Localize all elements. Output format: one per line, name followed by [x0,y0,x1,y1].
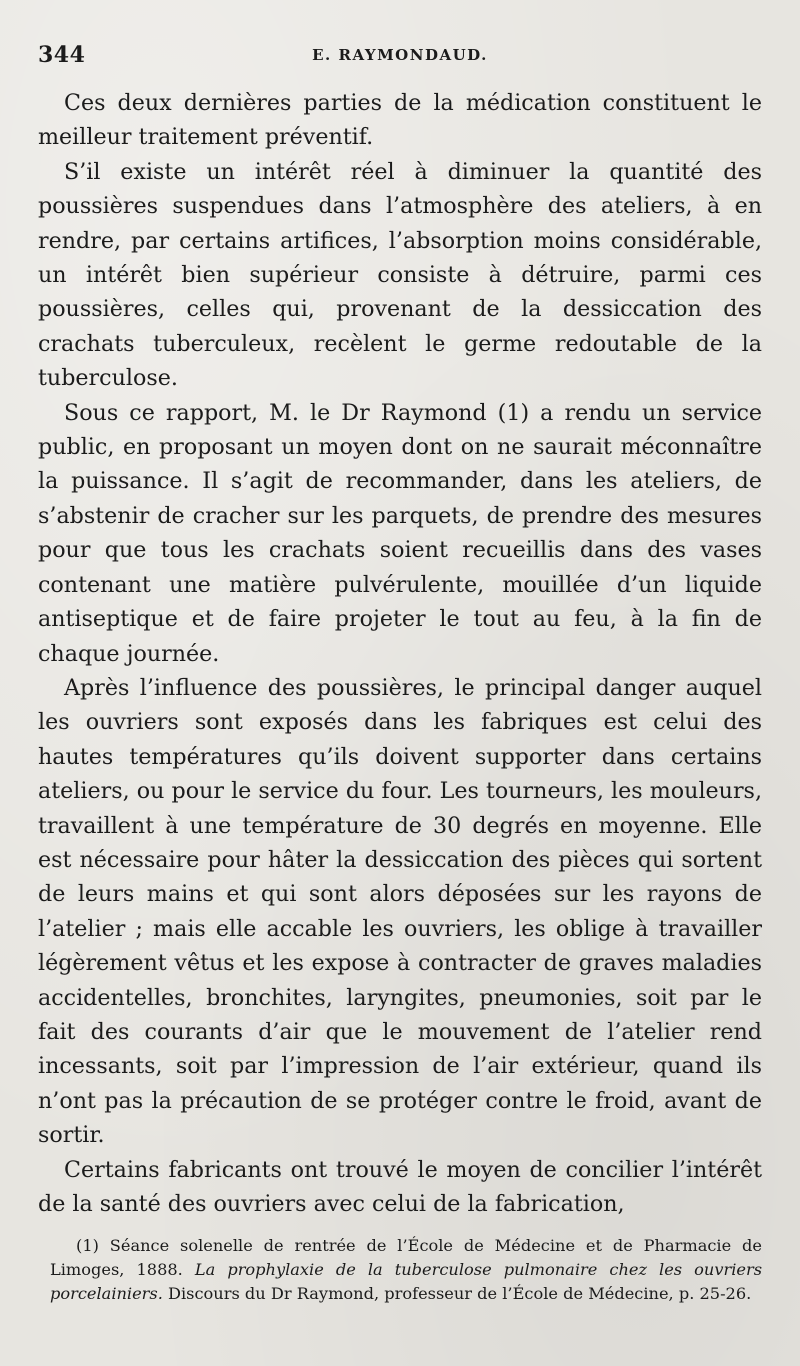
running-head [38,38,762,74]
paragraph-5: Certains fabricants ont trouvé le moyen de concilier l’intérêt de la santé des ouvriers avec celui de la fabrication, [38,1156,762,1217]
footnotes [50,1234,762,1306]
footnote-title: La prophylaxie de la tuberculose pulmonaire chez les ouvriers porcelainiers. [50,1260,763,1303]
page-number: 344 [38,42,86,68]
footnote-tail: Discours du Dr Raymond, professeur de l’École de Médecine, p. 25-26. [168,1284,752,1303]
paragraph-1: Ces deux dernières parties de la médication constituent le meilleur traitement préventif. [38,90,762,151]
footnote-1 [50,1234,762,1306]
paragraph-3: Sous ce rapport, M. le Dr Raymond (1) a rendu un service public, en proposant un moyen dont on ne saurait méconnaître la puissance. Il s’agit de recommander, dans les ateliers, de s’abstenir de cracher sur les parquets, de prendre des mesures pour que tous les crachats soient recueillis dans des vases contenant une matière pulvérulente, mouillée d’un liquide antiseptique et de faire projeter le tout au feu, à la fin de chaque journée. [38,399,762,667]
paragraph-4: Après l’influence des poussières, le principal danger auquel les ouvriers sont exposés dans les fabriques est celui des hautes températures qu’ils doivent supporter dans certains ateliers, ou pour le service du four. Les tourneurs, les mouleurs, travaillent à une température de 30 degrés en moyenne. Elle est nécessaire pour hâter la dessiccation des pièces qui sortent de leurs mains et qui sont alors déposées sur les rayons de l’atelier ; mais elle accable les ouvriers, les oblige à travailler légèrement vêtus et les expose à contracter de graves maladies accidentelles, bronchites, laryngites, pneumonies, soit par le fait des courants d’air que le mouvement de l’atelier rend incessants, soit par l’impression de l’air extérieur, quand ils n’ont pas la précaution de se protéger contre le froid, avant de sortir. [38,674,762,1149]
paragraph-2: S’il existe un intérêt réel à diminuer la quantité des poussières suspendues dans l’atmosphère des ateliers, à en rendre, par certains artifices, l’absorption moins considérable, un intérêt bien supérieur consiste à détruire, parmi ces poussières, celles qui, provenant de la dessiccation des crachats tuberculeux, recèlent le germe redoutable de la tuberculose. [38,158,762,392]
footnote-lead: (1) Séance solenelle de rentrée de l’École de Médecine et de Pharmacie de Limoges, 1888. [50,1236,762,1279]
body-text [38,86,762,1221]
running-head-author: E. RAYMONDAUD. [312,46,488,64]
